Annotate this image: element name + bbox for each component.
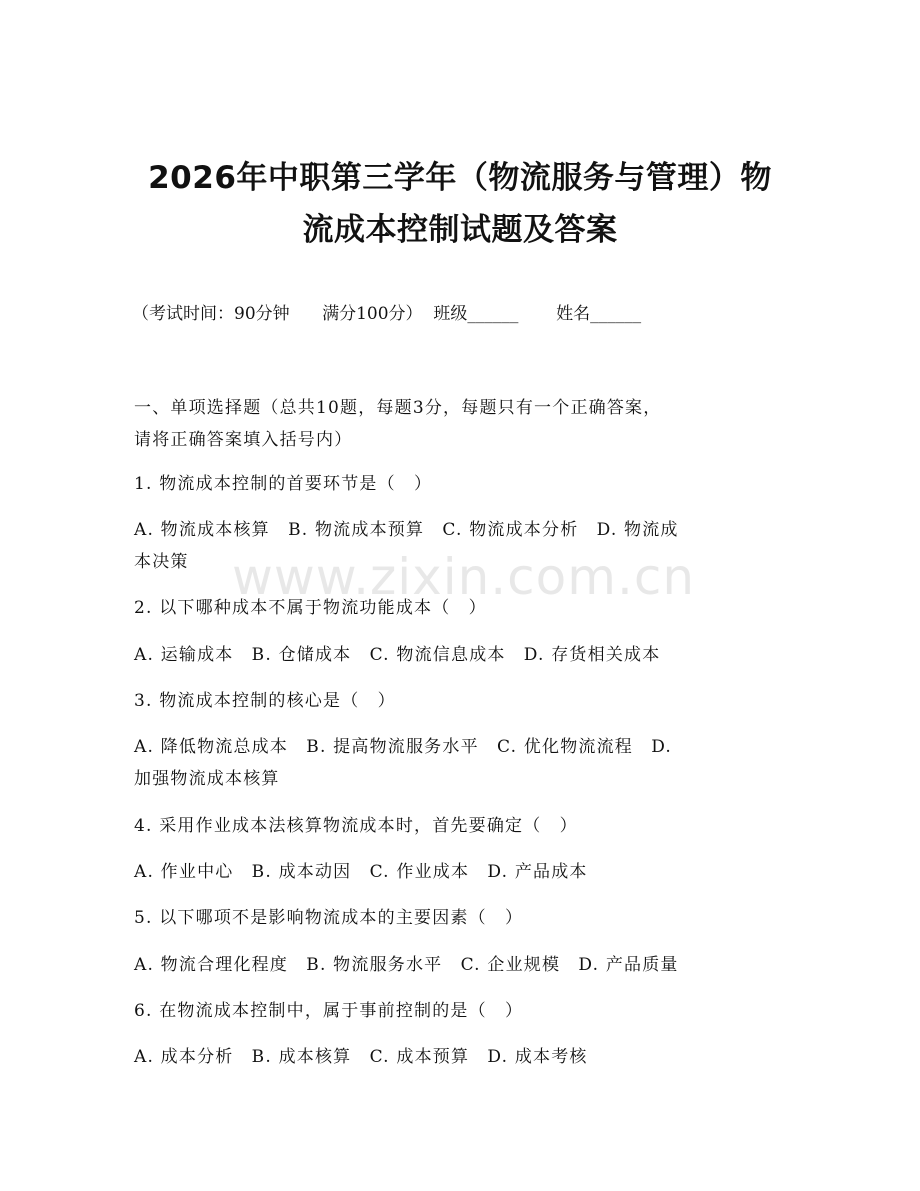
question-2-options-line-1: A. 运输成本 B. 仓储成本 C. 物流信息成本 D. 存货相关成本 (134, 645, 661, 665)
question-3-options-line-2: 加强物流成本核算 (134, 769, 280, 789)
question-4-stem: 4. 采用作业成本法核算物流成本时，首先要确定（ ） (134, 816, 578, 836)
question-6-stem: 6. 在物流成本控制中，属于事前控制的是（ ） (134, 1001, 524, 1021)
section-heading-line-2: 请将正确答案填入括号内） (134, 430, 353, 450)
exam-info (132, 302, 641, 326)
section-heading-line-1: 一、单项选择题（总共10题，每题3分，每题只有一个正确答案， (134, 398, 662, 418)
question-1-options-line-1: A. 物流成本核算 B. 物流成本预算 C. 物流成本分析 D. 物流成 (134, 520, 679, 540)
exam-time: （考试时间：90分钟 (132, 304, 290, 324)
watermark: www.zixin.com.cn (232, 548, 696, 606)
class-label: 班级______ (433, 304, 519, 324)
question-5-stem: 5. 以下哪项不是影响物流成本的主要因素（ ） (134, 908, 524, 928)
question-5-options-line-1: A. 物流合理化程度 B. 物流服务水平 C. 企业规模 D. 产品质量 (134, 955, 679, 975)
name-label: 姓名______ (556, 304, 642, 324)
question-1-options-line-2: 本决策 (134, 552, 189, 572)
question-1-stem: 1. 物流成本控制的首要环节是（ ） (134, 474, 433, 494)
exam-score: 满分100分） (322, 304, 423, 324)
question-4-options-line-1: A. 作业中心 B. 成本动因 C. 作业成本 D. 产品成本 (134, 862, 588, 882)
question-6-options-line-1: A. 成本分析 B. 成本核算 C. 成本预算 D. 成本考核 (134, 1047, 588, 1067)
document-title-line-1: 2026年中职第三学年（物流服务与管理）物 (148, 160, 772, 196)
document-title-line-2: 流成本控制试题及答案 (302, 212, 618, 248)
question-3-stem: 3. 物流成本控制的核心是（ ） (134, 691, 396, 711)
question-2-stem: 2. 以下哪种成本不属于物流功能成本（ ） (134, 598, 487, 618)
question-3-options-line-1: A. 降低物流总成本 B. 提高物流服务水平 C. 优化物流流程 D. (134, 737, 673, 757)
